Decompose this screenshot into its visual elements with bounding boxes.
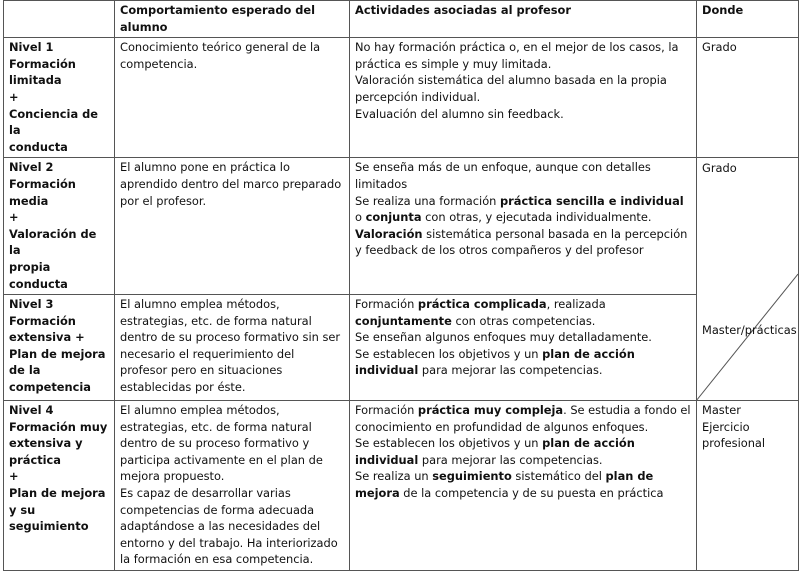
level-line: Nivel 3	[9, 297, 54, 312]
level-line: Formación	[9, 176, 76, 191]
activities-cell	[350, 401, 697, 571]
table-row	[4, 295, 799, 401]
activity-text: Se establecen los objetivos y un	[355, 436, 543, 451]
level-line: Valoración de la	[9, 226, 97, 258]
activity-paragraph	[355, 226, 691, 259]
activities-cell	[350, 295, 697, 401]
level-line: extensiva +	[9, 330, 85, 345]
activity-paragraph	[355, 72, 691, 105]
activity-text: Se realiza una formación	[355, 193, 501, 208]
header-level	[4, 1, 115, 38]
level-line: extensiva y	[9, 436, 83, 451]
activity-text: o	[355, 210, 366, 225]
activity-emphasis: plan de mejora	[355, 469, 654, 501]
activity-text: , realizada	[546, 297, 606, 312]
level-line: Nivel 4	[9, 403, 54, 418]
activity-emphasis: plan de acción individual	[355, 436, 635, 467]
level-line: +	[9, 89, 19, 104]
header-behavior: Comportamiento esperado del alumno	[115, 1, 350, 38]
where-cell: Grado	[697, 38, 799, 158]
activity-text: Se enseña más de un enfoque, aunque con detalles limitados	[355, 160, 651, 191]
level-line: Formación	[9, 313, 76, 328]
level-line: Plan de mejora	[9, 346, 106, 361]
level-line: +	[9, 469, 19, 484]
activity-text: sistemática personal basada en la percepción y feedback de los otros compañeros y del profesor	[355, 226, 688, 258]
activity-paragraph	[355, 346, 691, 379]
activity-text: No hay formación práctica o, en el mejor de los casos, la práctica es simple y muy limitada.	[355, 40, 679, 71]
behavior-paragraph: Es capaz de desarrollar varias competencias de forma adecuada adaptándose a las necesidades del entorno y del trabajo. Ha interiorizado la formación en esa competencia.	[120, 486, 338, 567]
table-row	[4, 158, 799, 295]
behavior-cell	[115, 401, 350, 571]
activity-text: Se establecen los objetivos y un	[355, 346, 543, 361]
behavior-cell: El alumno pone en práctica lo aprendido dentro del marco preparado por el profesor.	[115, 158, 350, 295]
behavior-paragraph: El alumno emplea métodos, estrategias, etc. de forma natural dentro de su proceso formativo y participa activamente en el plan de mejora propuesto.	[120, 403, 323, 484]
level-cell	[4, 295, 115, 401]
activity-paragraph	[355, 329, 691, 346]
activity-text: Evaluación del alumno sin feedback.	[355, 106, 564, 121]
where-label-grado: Grado	[702, 161, 737, 176]
activity-emphasis: Valoración	[355, 226, 423, 241]
where-line: Ejercicio	[702, 419, 750, 434]
level-line: Formación muy	[9, 419, 108, 434]
activity-text: Se enseñan algunos enfoques muy detalladamente.	[355, 330, 652, 345]
activity-paragraph	[355, 193, 691, 226]
behavior-cell: El alumno emplea métodos, estrategias, etc. de forma natural dentro de su proceso formativo sin ser necesario el requerimiento del profesor pero en situaciones establecidas por éste.	[115, 295, 350, 401]
where-line: profesional	[702, 436, 766, 451]
activity-text: Valoración sistemática del alumno basada en la propia percepción individual.	[355, 73, 667, 104]
level-line: seguimiento	[9, 519, 89, 534]
activity-text: Formación	[355, 403, 418, 418]
activity-emphasis: seguimiento	[432, 469, 512, 484]
activity-text: con otras, y ejecutada individualmente.	[421, 210, 652, 225]
level-line: conducta	[9, 139, 68, 154]
activity-text: de la competencia y de su puesta en práctica	[399, 486, 664, 501]
activity-emphasis: conjunta	[365, 210, 422, 225]
activity-paragraph	[355, 106, 691, 123]
header-row	[4, 1, 799, 38]
level-line: limitada	[9, 73, 62, 88]
header-where: Donde	[697, 1, 799, 38]
activity-emphasis: práctica sencilla e individual	[500, 193, 684, 208]
level-line: Plan de mejora	[9, 486, 106, 501]
level-line: +	[9, 210, 19, 225]
activity-text: Se realiza un	[355, 469, 433, 484]
level-line: competencia	[9, 380, 91, 395]
activity-emphasis: conjuntamente	[355, 313, 452, 328]
level-line: Nivel 1	[9, 40, 54, 55]
level-cell	[4, 158, 115, 295]
activity-emphasis: plan de acción individual	[355, 346, 635, 378]
table-row	[4, 38, 799, 158]
activity-emphasis: práctica muy compleja	[417, 403, 564, 418]
activities-cell	[350, 158, 697, 295]
activity-text: con otras competencias.	[451, 313, 596, 328]
activity-text: para mejorar las competencias.	[418, 363, 603, 378]
level-line: Conciencia de la	[9, 106, 98, 138]
level-line: Nivel 2	[9, 160, 54, 175]
where-cell-merged	[697, 158, 799, 401]
where-line: Master	[702, 403, 741, 418]
competency-levels-table	[3, 0, 799, 571]
level-line: práctica	[9, 452, 61, 467]
activity-text: . Se estudia a fondo el conocimiento en profundidad de algunos enfoques.	[355, 403, 691, 434]
level-line: Formación	[9, 56, 76, 71]
where-label-master-practicas: Master/prácticas	[702, 323, 797, 338]
level-line: y su	[9, 502, 36, 517]
activities-cell	[350, 38, 697, 158]
level-line: de la	[9, 363, 41, 378]
level-cell	[4, 38, 115, 158]
level-line: media	[9, 193, 49, 208]
activity-text: para mejorar las competencias.	[418, 452, 603, 467]
level-line: propia conducta	[9, 259, 68, 291]
activity-paragraph	[355, 468, 691, 501]
where-cell	[697, 401, 799, 571]
level-cell	[4, 401, 115, 571]
activity-paragraph	[355, 435, 691, 468]
activity-paragraph	[355, 39, 691, 72]
behavior-cell: Conocimiento teórico general de la competencia.	[115, 38, 350, 158]
activity-text: sistemático del	[511, 469, 606, 484]
activity-text: Formación	[355, 297, 418, 312]
activity-emphasis: práctica complicada	[417, 297, 547, 312]
activity-paragraph	[355, 402, 691, 435]
diagonal-divider	[697, 158, 798, 400]
table-row	[4, 401, 799, 571]
header-activities: Actividades asociadas al profesor	[350, 1, 697, 38]
activity-paragraph	[355, 159, 691, 192]
activity-paragraph	[355, 296, 691, 329]
